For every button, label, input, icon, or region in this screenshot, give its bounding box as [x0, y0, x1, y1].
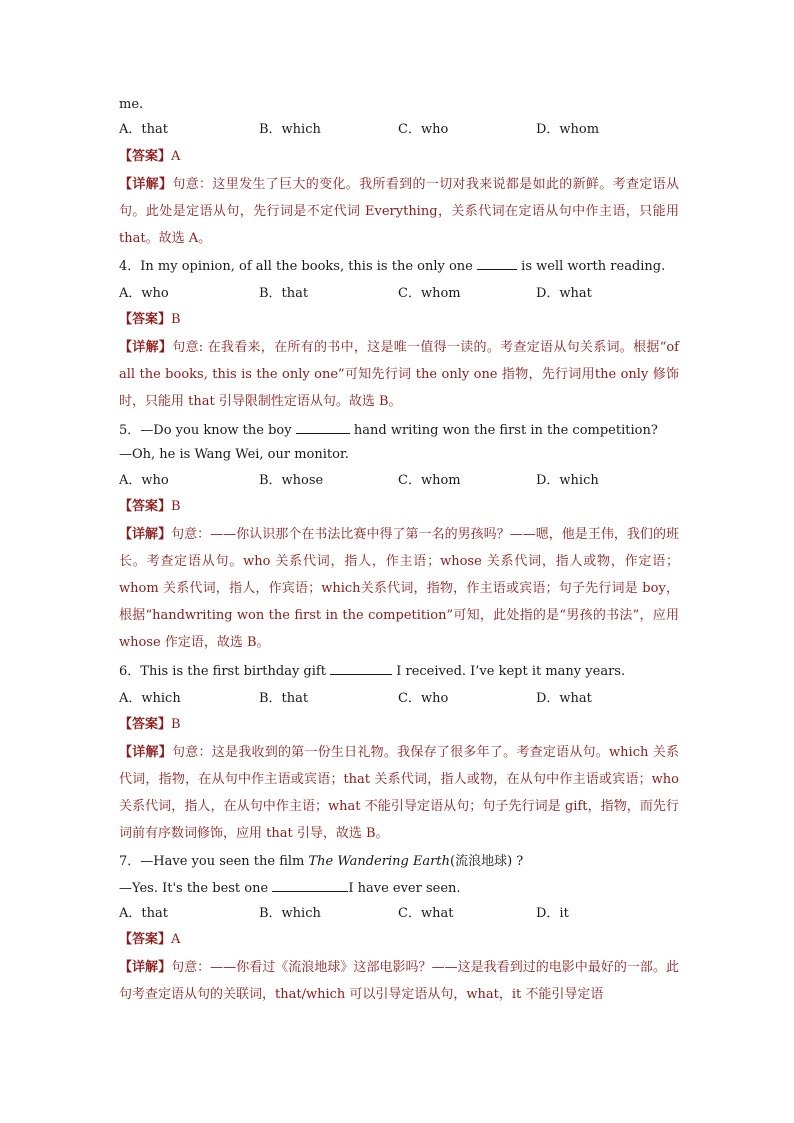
q6-option-b: B．that: [259, 691, 309, 706]
q5-stem: 5．—Do you know the boy hand writing won the first in the competition?: [119, 423, 658, 438]
q4-option-d: D．what: [536, 286, 592, 301]
q5-option-b: B．whose: [259, 473, 324, 488]
q4-stem: 4．In my opinion, of all the books, this is the only one is well worth reading.: [119, 259, 666, 274]
q7-detail: 【详解】句意：——你看过《流浪地球》这部电影吗？——这是我看到过的电影中最好的一部。此句考查定语从句的关联词，that/which 可以引导定语从句，what，it 不能引导定语: [119, 960, 679, 1002]
q5-option-c: C．whom: [398, 473, 461, 488]
q6-option-a: A．which: [119, 691, 181, 706]
q7-stem: 7．—Have you seen the film The Wandering Earth(流浪地球) ?: [119, 854, 524, 869]
q3-stem-tail: me.: [119, 97, 144, 112]
q7-option-c: C．what: [398, 906, 454, 921]
q3-option-b: B．which: [259, 122, 321, 137]
q3-option-c: C．who: [398, 122, 449, 137]
q3-answer: 【答案】A: [119, 149, 181, 164]
q4-answer: 【答案】B: [119, 312, 181, 327]
q5-answer: 【答案】B: [119, 499, 181, 514]
q3-option-a: A．that: [119, 122, 168, 137]
q5-detail: 【详解】句意：——你认识那个在书法比赛中得了第一名的男孩吗？——嗯，他是王伟，我们的班长。考查定语从句。who 关系代词，指人，作主语；whose 关系代词，指人或物，作定语；whom 关系代词，指人，作宾语；which关系代词，指物，作主语或宾语；句子先行词是 boy，根据“handwriting won the first in the competition”可知，此处指的是“男孩的书法”，应用 whose 作定语，故选 B。: [119, 527, 679, 650]
q5-stem-line2: —Oh, he is Wang Wei, our monitor.: [119, 447, 349, 462]
q4-option-a: A．who: [119, 286, 169, 301]
q6-options: [119, 690, 679, 708]
q3-detail: 【详解】句意：这里发生了巨大的变化。我所看到的一切对我来说都是如此的新鲜。考查定语从句。此处是定语从句，先行词是不定代词 Everything，关系代词在定语从句中作主语，只能用that。故选 A。: [119, 177, 679, 246]
q5-option-a: A．who: [119, 473, 169, 488]
q3-option-d: D．whom: [536, 122, 600, 137]
q4-option-b: B．that: [259, 286, 309, 301]
q6-answer: 【答案】B: [119, 717, 181, 732]
q5-option-d: D．which: [536, 473, 599, 488]
q7-stem-line2: —Yes. It's the best one I have ever seen.: [119, 881, 461, 896]
q6-detail: 【详解】句意：这是我收到的第一份生日礼物。我保存了很多年了。考查定语从句。which 关系代词，指物，在从句中作主语或宾语；that 关系代词，指人或物，在从句中作主语或宾语；who 关系代词，指人，在从句中作主语；what 不能引导定语从句；句子先行词是 gift，指物，而先行词前有序数词修饰，应用 that 引导，故选 B。: [119, 745, 679, 841]
q4-detail: 【详解】句意: 在我看来，在所有的书中，这是唯一值得一读的。考查定语从句关系词。根据“of all the books, this is the only one”可知先行词 the only one 指物，先行词用the only 修饰时，只能用 that 引导限制性定语从句。故选 B。: [119, 340, 679, 409]
q7-option-a: A．that: [119, 906, 168, 921]
q6-option-d: D．what: [536, 691, 592, 706]
q6-option-c: C．who: [398, 691, 449, 706]
q7-options: [119, 905, 679, 923]
q4-option-c: C．whom: [398, 286, 461, 301]
q7-option-b: B．which: [259, 906, 321, 921]
q7-answer: 【答案】A: [119, 932, 181, 947]
q3-options: [119, 121, 679, 139]
q7-option-d: D．it: [536, 906, 569, 921]
q5-options: [119, 472, 679, 490]
q4-options: [119, 285, 679, 303]
q6-stem: 6．This is the first birthday gift I received. I’ve kept it many years.: [119, 664, 626, 679]
